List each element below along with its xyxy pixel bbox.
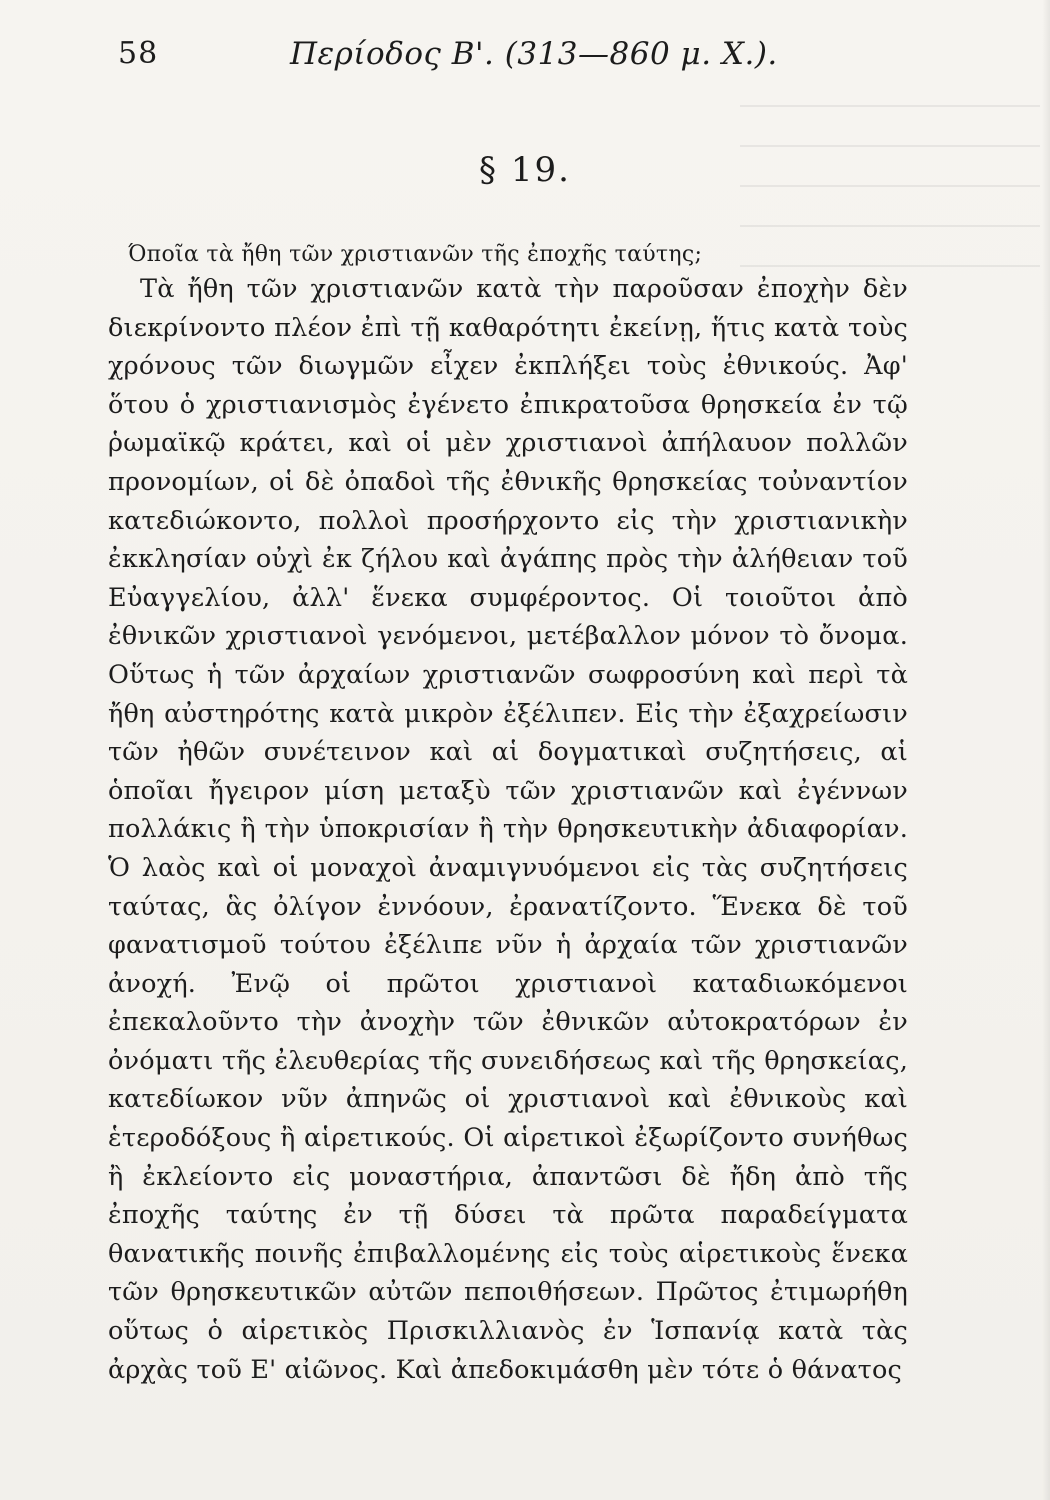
page-number: 58 xyxy=(118,36,159,71)
section-question: Όποῖα τὰ ἤθη τῶν χριστιανῶν τῆς ἐποχῆς ταύτης; xyxy=(128,242,703,267)
section-heading: § 19. xyxy=(479,150,571,190)
running-head: Περίοδος Β'. (313—860 μ. Χ.). xyxy=(290,36,778,72)
page-edge-shadow xyxy=(1042,0,1050,1500)
body-paragraph: Τὰ ἤθη τῶν χριστιανῶν κατὰ τὴν παροῦσαν ἐποχὴν δὲν διεκρίνοντο πλέον ἐπὶ τῇ καθαρότητι ἐκείνῃ, ἥτις κατὰ τοὺς χρόνους τῶν διωγμῶν εἶχεν ἐκπλήξει τοὺς ἐθνικούς. Ἀφ' ὅτου ὁ χριστιανισμὸς ἐγένετο ἐπικρατοῦσα θρησκεία ἐν τῷ ῥωμαϊκῷ κράτει, καὶ οἱ μὲν χριστιανοὶ ἀπήλαυον πολλῶν προνομίων, οἱ δὲ ὀπαδοὶ τῆς ἐθνικῆς θρησκείας τοὐναντίον κατεδιώκοντο, πολλοὶ προσήρχοντο εἰς τὴν χριστιανικὴν ἐκκλησίαν οὐχὶ ἐκ ζήλου καὶ ἀγάπης πρὸς τὴν ἀλήθειαν τοῦ Εὐαγγελίου, ἀλλ' ἕνεκα συμφέροντος. Οἱ τοιοῦτοι ἀπὸ ἐθνικῶν χριστιανοὶ γενόμενοι, μετέβαλλον μόνον τὸ ὄνομα. Οὕτως ἡ τῶν ἀρχαίων χριστιανῶν σωφροσύνη καὶ περὶ τὰ ἤθη αὐστηρότης κατὰ μικρὸν ἐξέλιπεν. Εἰς τὴν ἐξαχρείωσιν τῶν ἠθῶν συνέτεινον καὶ αἱ δογματικαὶ συζητήσεις, αἱ ὁποῖαι ἤγειρον μίση μεταξὺ τῶν χριστιανῶν καὶ ἐγέννων πολλάκις ἢ τὴν ὑποκρισίαν ἢ τὴν θρησκευτικὴν ἀδιαφορίαν. Ὁ λαὸς καὶ οἱ μοναχοὶ ἀναμιγνυόμενοι εἰς τὰς συζητήσεις ταύτας, ἃς ὀλίγον ἐννόουν, ἐρανατίζοντο. Ἕνεκα δὲ τοῦ φανατισμοῦ τούτου ἐξέλιπε νῦν ἡ ἀρχαία τῶν χριστιανῶν ἀνοχή. Ἐνῷ οἱ πρῶτοι χριστιανοὶ καταδιωκόμενοι ἐπεκαλοῦντο τὴν ἀνοχὴν τῶν ἐθνικῶν αὐτοκρατόρων ἐν ὀνόματι τῆς ἐλευθερίας τῆς συνειδήσεως καὶ τῆς θρησκείας, κατεδίωκον νῦν ἀπηνῶς οἱ χριστιανοὶ καὶ ἐθνικοὺς καὶ ἑτεροδόξους ἢ αἱρετικούς. Οἱ αἱρετικοὶ ἐξωρίζοντο συνήθως ἢ ἐκλείοντο εἰς μοναστήρια, ἀπαντῶσι δὲ ἤδη ἀπὸ τῆς ἐποχῆς ταύτης ἐν τῇ δύσει τὰ πρῶτα παραδείγματα θανατικῆς ποινῆς ἐπιβαλλομένης εἰς τοὺς αἱρετικοὺς ἕνεκα τῶν θρησκευτικῶν αὐτῶν πεποιθήσεων. Πρῶτος ἐτιμωρήθη οὕτως ὁ αἱρετικὸς Πρισκιλλιανὸς ἐν Ἱσπανίᾳ κατὰ τὰς ἀρχὰς τοῦ Ε' αἰῶνος. Καὶ ἀπεδοκιμάσθη μὲν τότε ὁ θάνατος xyxy=(108,274,908,1385)
